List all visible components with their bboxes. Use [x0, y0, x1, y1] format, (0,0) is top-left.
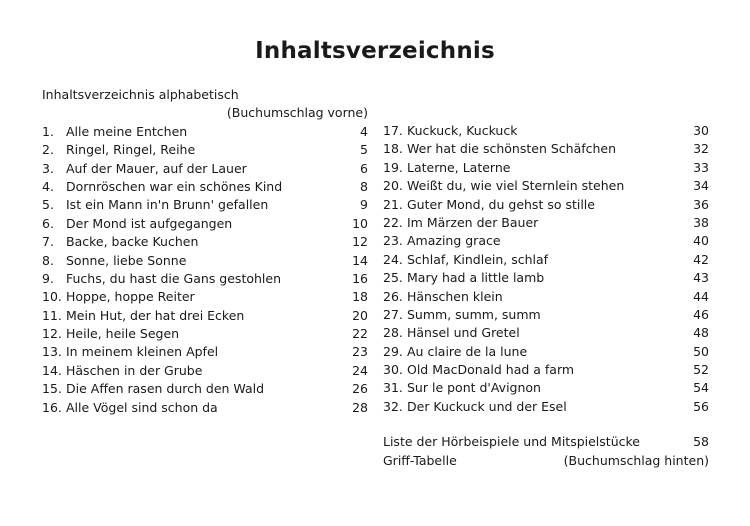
toc-entry-number: 3. [42, 160, 54, 176]
toc-entry-number: 18. [383, 141, 403, 157]
toc-entry-title: Sur le pont d'Avignon [407, 380, 541, 396]
toc-entry-page: 38 [693, 214, 709, 230]
toc-entry-number: 7. [42, 234, 54, 250]
toc-entry-title: Summ, summ, summ [407, 306, 541, 322]
toc-entry-title: Ist ein Mann in'n Brunn' gefallen [66, 197, 269, 213]
toc-entry-page: 8 [360, 178, 368, 194]
toc-entry-title: Heile, heile Segen [66, 326, 180, 342]
toc-entry-page: 36 [693, 196, 709, 212]
toc-entry-page: 18 [352, 289, 368, 305]
page-title: Inhaltsverzeichnis [255, 38, 495, 64]
toc-entry[interactable] [42, 343, 368, 361]
toc-entry-number: 29. [383, 343, 403, 359]
toc-entry-title: Liste der Hörbeispiele und Mitspielstücke [383, 434, 640, 450]
toc-entry[interactable] [42, 196, 368, 214]
toc-entry[interactable] [42, 288, 368, 306]
toc-entry[interactable] [383, 433, 709, 451]
toc-entry[interactable] [383, 232, 709, 250]
toc-entry-page: 23 [352, 344, 368, 360]
toc-entry-title: Mary had a little lamb [407, 270, 545, 286]
toc-entry-number: 13. [42, 344, 62, 360]
toc-entry-number: 23. [383, 233, 403, 249]
toc-entry[interactable] [42, 362, 368, 380]
toc-entry-title: Alle Vögel sind schon da [66, 399, 218, 415]
toc-entry-page: 52 [693, 362, 709, 378]
toc-entry-page: 56 [693, 398, 709, 414]
toc-entry-title: Griff-Tabelle [383, 452, 457, 468]
toc-entry-number: 25. [383, 270, 403, 286]
toc-entry-number: 17. [383, 123, 403, 138]
toc-entry-title: Sonne, liebe Sonne [66, 252, 187, 268]
toc-entry-number: 32. [383, 398, 403, 414]
toc-appendix-list [383, 433, 709, 470]
toc-entry-title: Old MacDonald had a farm [407, 362, 575, 378]
toc-entry-number: 20. [383, 178, 403, 194]
toc-entry-title: Guter Mond, du gehst so stille [407, 196, 595, 212]
spacer [383, 416, 709, 433]
toc-entry-number: 28. [383, 325, 403, 341]
toc-entry-title: Häschen in der Grube [66, 362, 203, 378]
toc-entry-number: 30. [383, 362, 403, 378]
toc-entry-number: 2. [42, 142, 54, 158]
toc-entry-number: 5. [42, 197, 54, 213]
toc-entry-title: Auf der Mauer, auf der Lauer [66, 160, 247, 176]
toc-entry-title: Ringel, Ringel, Reihe [66, 142, 196, 158]
toc-entry-number: 31. [383, 380, 403, 396]
toc-list-left [42, 123, 368, 417]
toc-entry-page: 16 [352, 270, 368, 286]
toc-entry-number: 1. [42, 123, 54, 139]
toc-entry-title: Laterne, Laterne [407, 159, 511, 175]
toc-entry[interactable] [42, 399, 368, 417]
toc-entry-title: Wer hat die schönsten Schäfchen [407, 141, 617, 157]
toc-entry-page: 48 [693, 325, 709, 341]
toc-entry[interactable] [383, 361, 709, 379]
toc-entry-title: Mein Hut, der hat drei Ecken [66, 307, 245, 323]
toc-entry-title: Im Märzen der Bauer [407, 214, 539, 230]
toc-entry-number: 26. [383, 288, 403, 304]
toc-entry-page: 46 [693, 306, 709, 322]
toc-entry-number: 27. [383, 306, 403, 322]
toc-entry[interactable] [383, 452, 709, 470]
toc-entry-page: 58 [693, 434, 709, 450]
toc-entry[interactable] [42, 178, 368, 196]
toc-entry-number: 12. [42, 326, 62, 342]
toc-entry-number: 8. [42, 252, 54, 268]
toc-entry-title: Hoppe, hoppe Reiter [66, 289, 195, 305]
toc-entry-number: 16. [42, 399, 62, 415]
toc-entry-page: 22 [352, 326, 368, 342]
toc-entry-number: 10. [42, 289, 62, 305]
toc-right-column [383, 122, 709, 470]
toc-entry-number: 14. [42, 362, 62, 378]
toc-entry-page: 50 [693, 343, 709, 359]
toc-entry-page: 42 [693, 251, 709, 267]
toc-entry-page: 24 [352, 362, 368, 378]
toc-entry[interactable] [383, 343, 709, 361]
toc-entry-page: 40 [693, 233, 709, 249]
toc-entry-title: Hänsel und Gretel [407, 325, 520, 341]
toc-entry[interactable] [383, 214, 709, 232]
toc-entry-page: 28 [352, 399, 368, 415]
toc-entry[interactable] [383, 398, 709, 416]
toc-entry-page: 6 [360, 160, 368, 176]
toc-entry-number: 6. [42, 215, 54, 231]
toc-entry-number: 19. [383, 159, 403, 175]
toc-entry-number: 22. [383, 214, 403, 230]
toc-entry-number: 9. [42, 270, 54, 286]
toc-entry-page: 5 [360, 142, 368, 158]
toc-entry-title: Hänschen klein [407, 288, 503, 304]
toc-entry[interactable] [383, 324, 709, 342]
toc-entry-number: 24. [383, 251, 403, 267]
toc-entry-page: 10 [352, 215, 368, 231]
toc-left-column [42, 86, 368, 417]
toc-entry-page: 12 [352, 234, 368, 250]
toc-entry-page: 32 [693, 141, 709, 157]
toc-entry[interactable] [42, 325, 368, 343]
toc-entry-page: 14 [352, 252, 368, 268]
toc-entry-title: Dornröschen war ein schönes Kind [66, 178, 283, 194]
toc-entry-title: Die Affen rasen durch den Wald [66, 381, 265, 397]
toc-entry-number: 4. [42, 178, 54, 194]
toc-entry[interactable] [42, 215, 368, 233]
toc-entry-page: 33 [693, 159, 709, 175]
toc-entry-page: 20 [352, 307, 368, 323]
toc-entry-page: 26 [352, 381, 368, 397]
toc-entry[interactable] [383, 196, 709, 214]
toc-list-right [383, 122, 709, 416]
toc-entry[interactable] [383, 288, 709, 306]
toc-entry-page: 4 [360, 123, 368, 139]
toc-entry-title: Alle meine Entchen [66, 123, 188, 139]
toc-entry[interactable] [383, 379, 709, 397]
toc-entry-number: 15. [42, 381, 62, 397]
toc-entry[interactable] [383, 122, 709, 140]
toc-entry-number: 21. [383, 196, 403, 212]
toc-entry-title: Schlaf, Kindlein, schlaf [407, 251, 549, 267]
toc-entry-page: 9 [360, 197, 368, 213]
toc-entry[interactable] [383, 177, 709, 195]
toc-alphabetical-note: (Buchumschlag vorne) [226, 105, 368, 121]
toc-entry[interactable] [383, 140, 709, 158]
toc-entry[interactable] [383, 306, 709, 324]
toc-entry[interactable] [42, 270, 368, 288]
toc-entry-title: Der Kuckuck und der Esel [407, 398, 567, 414]
toc-entry-title: Fuchs, du hast die Gans gestohlen [66, 270, 282, 286]
toc-entry[interactable] [42, 123, 368, 141]
toc-entry[interactable] [383, 159, 709, 177]
toc-entry-page: 54 [693, 380, 709, 396]
toc-entry[interactable] [42, 380, 368, 398]
toc-entry-title: Au claire de la lune [407, 343, 528, 359]
toc-alphabetical-header: Inhaltsverzeichnis alphabetisch [42, 87, 239, 102]
toc-entry-title: Kuckuck, Kuckuck [407, 123, 518, 138]
toc-entry-number: 11. [42, 307, 62, 323]
toc-entry-page: 43 [693, 270, 709, 286]
toc-entry-page: (Buchumschlag hinten) [563, 452, 709, 468]
toc-entry-title: Backe, backe Kuchen [66, 234, 199, 250]
toc-entry-title: In meinem kleinen Apfel [66, 344, 219, 360]
toc-entry[interactable] [383, 251, 709, 269]
toc-entry[interactable] [42, 141, 368, 159]
toc-entry[interactable] [383, 269, 709, 287]
toc-entry-page: 34 [693, 178, 709, 194]
toc-entry-title: Weißt du, wie viel Sternlein stehen [407, 178, 625, 194]
toc-entry[interactable] [42, 252, 368, 270]
toc-entry[interactable] [42, 233, 368, 251]
toc-entry-title: Amazing grace [407, 233, 501, 249]
toc-entry-title: Der Mond ist aufgegangen [66, 215, 233, 231]
toc-entry[interactable] [42, 160, 368, 178]
toc-entry-page: 44 [693, 288, 709, 304]
toc-entry-page: 30 [693, 123, 709, 138]
toc-entry[interactable] [42, 307, 368, 325]
